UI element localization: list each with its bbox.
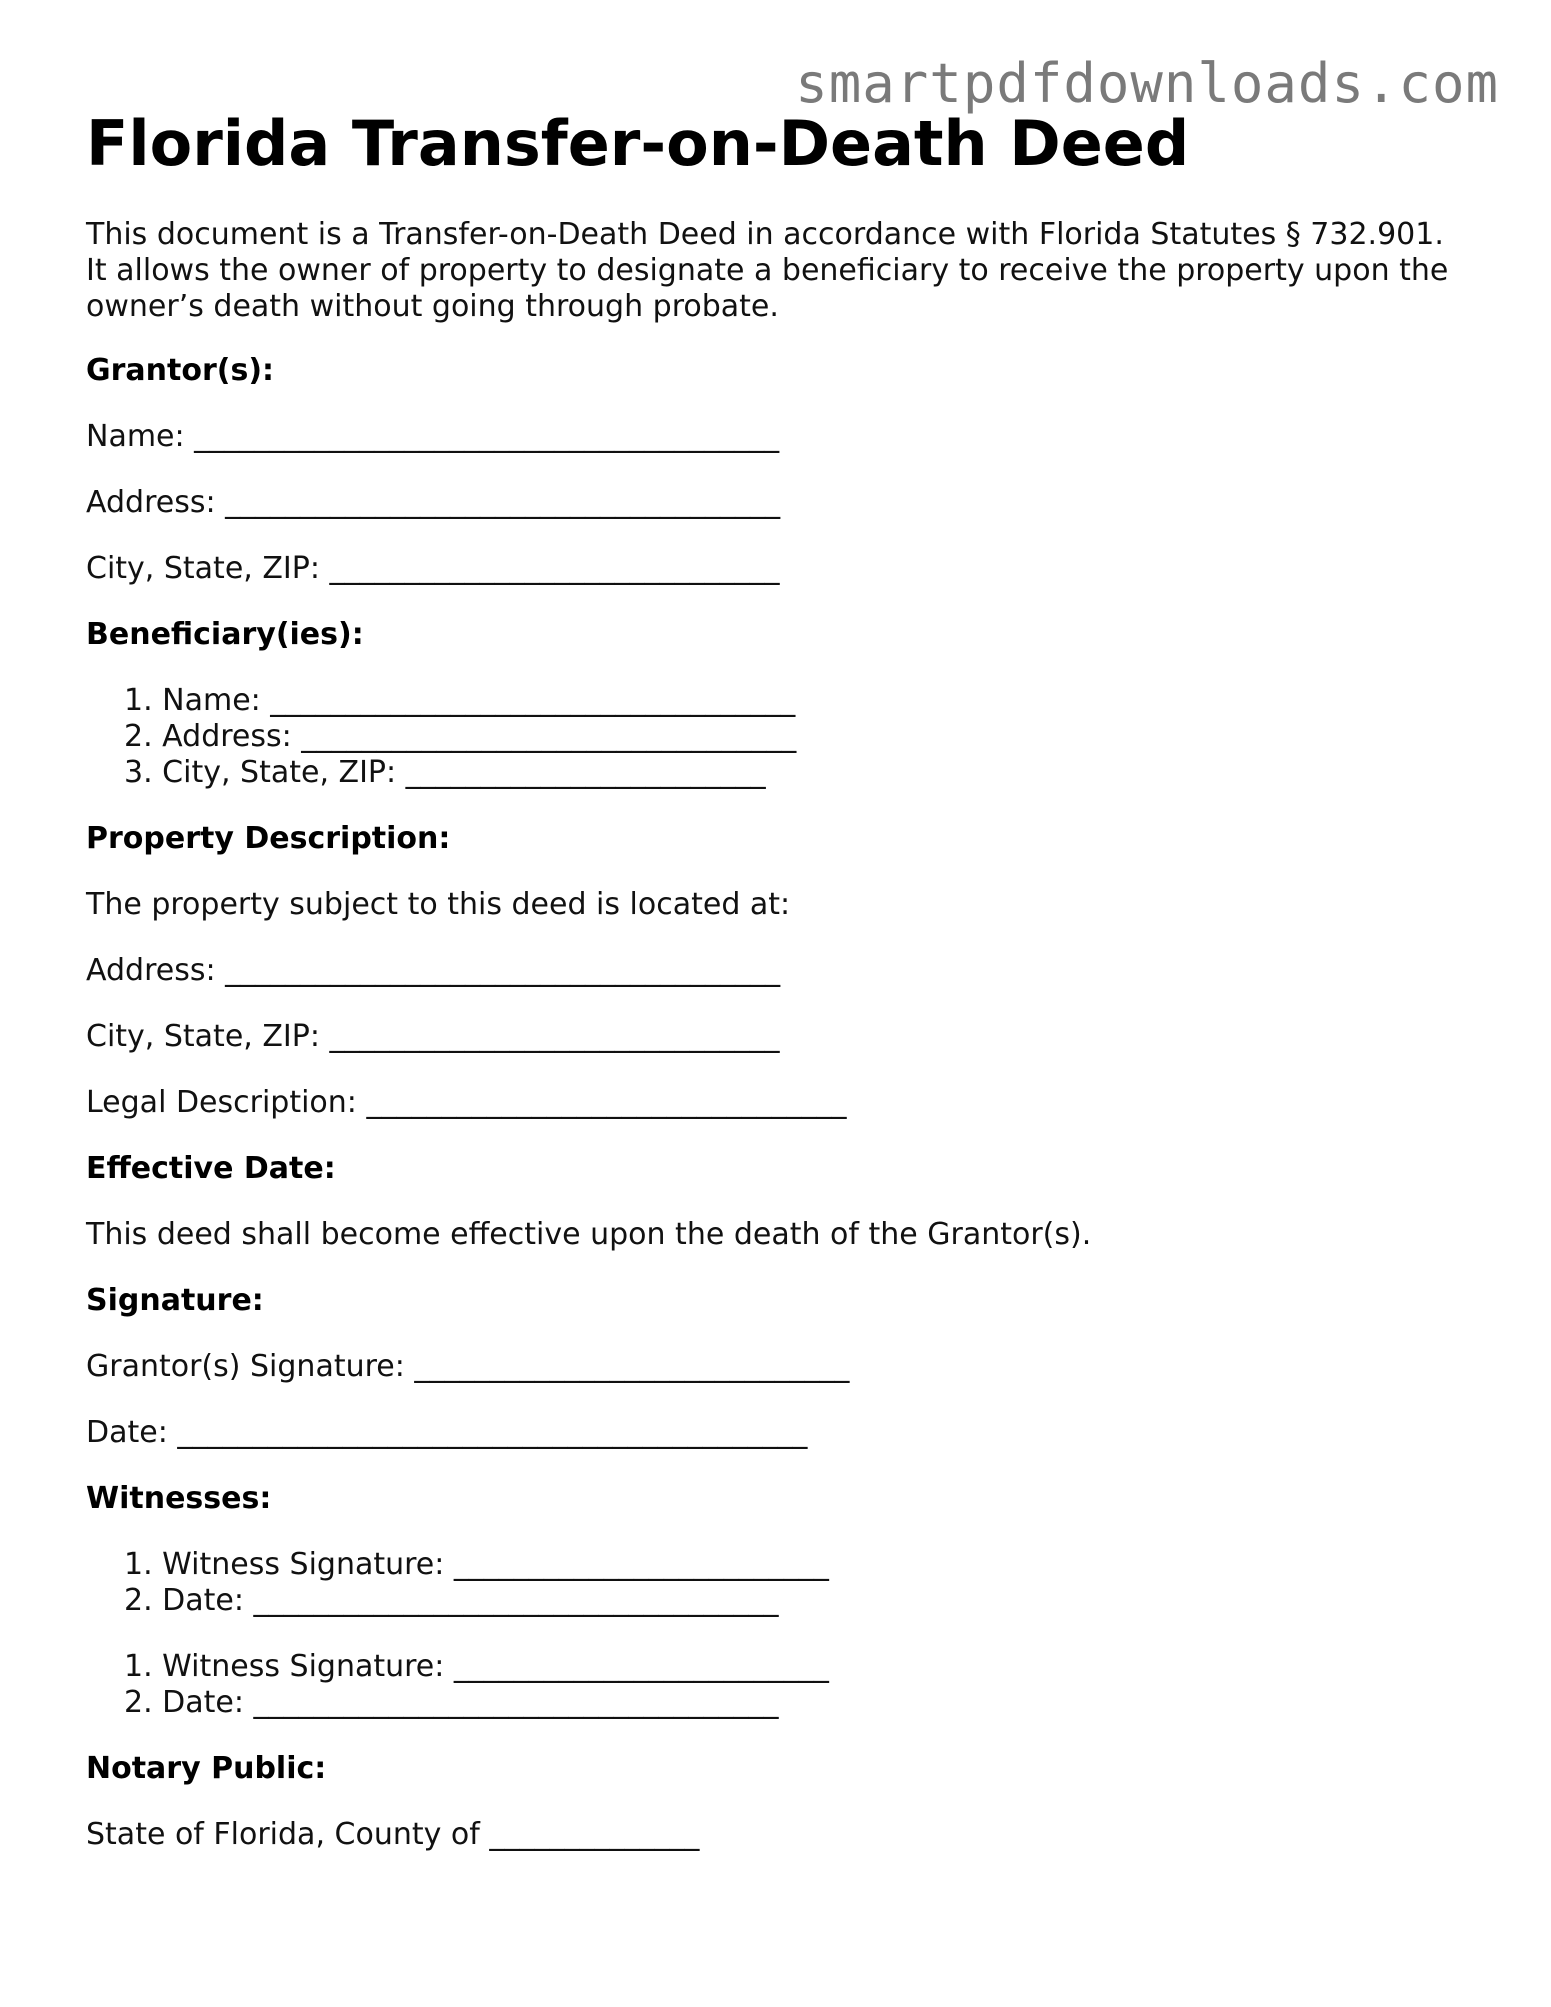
grantor-signature-field[interactable]: Grantor(s) Signature: _____________________________ — [86, 1349, 850, 1385]
witness2-date-field[interactable]: 2. Date: ___________________________________ — [124, 1685, 779, 1721]
watermark: smartpdfdownloads.com — [795, 52, 1499, 115]
effective-section — [86, 1151, 1466, 1253]
witness-list-2 — [86, 1649, 1466, 1721]
effective-heading: Effective Date: — [86, 1151, 336, 1187]
intro-paragraph: This document is a Transfer-on-Death Deed in accordance with Florida Statutes § 732.901. It allows the owner of property to designate a beneficiary to receive the property upon the owner’s death without going through probate. — [86, 217, 1449, 325]
witnesses-heading: Witnesses: — [86, 1481, 272, 1517]
beneficiary-section — [86, 617, 1466, 791]
document-title: Florida Transfer-on-Death Deed — [86, 107, 1190, 180]
grantor-section — [86, 353, 1466, 587]
signature-section — [86, 1283, 1466, 1451]
grantor-heading: Grantor(s): — [86, 353, 275, 389]
property-heading: Property Description: — [86, 821, 451, 857]
beneficiary-heading: Beneficiary(ies): — [86, 617, 364, 653]
beneficiary-list — [86, 683, 1466, 791]
property-section — [86, 821, 1466, 1121]
grantor-name-field[interactable]: Name: _______________________________________ — [86, 419, 780, 455]
beneficiary-name-field[interactable]: 1. Name: ___________________________________ — [124, 683, 796, 719]
effective-text: This deed shall become effective upon the death of the Grantor(s). — [86, 1217, 1092, 1253]
property-intro-text: The property subject to this deed is located at: — [86, 887, 791, 923]
signature-date-field[interactable]: Date: __________________________________________ — [86, 1415, 808, 1451]
witness1-date-field[interactable]: 2. Date: ___________________________________ — [124, 1583, 779, 1619]
property-city-field[interactable]: City, State, ZIP: ______________________________ — [86, 1019, 780, 1055]
grantor-address-field[interactable]: Address: _____________________________________ — [86, 485, 781, 521]
witness-list-1 — [86, 1547, 1466, 1619]
beneficiary-address-field[interactable]: 2. Address: _________________________________ — [124, 719, 797, 755]
witnesses-section — [86, 1481, 1466, 1721]
notary-section — [86, 1751, 1466, 1853]
beneficiary-city-field[interactable]: 3. City, State, ZIP: ________________________ — [124, 755, 766, 791]
witness2-signature-field[interactable]: 1. Witness Signature: _________________________ — [124, 1649, 829, 1685]
property-legal-field[interactable]: Legal Description: ________________________________ — [86, 1085, 847, 1121]
grantor-city-field[interactable]: City, State, ZIP: ______________________________ — [86, 551, 780, 587]
document-page — [86, 108, 1466, 1883]
witness1-signature-field[interactable]: 1. Witness Signature: _________________________ — [124, 1547, 829, 1583]
notary-heading: Notary Public: — [86, 1751, 327, 1787]
property-address-field[interactable]: Address: _____________________________________ — [86, 953, 781, 989]
notary-county-field[interactable]: State of Florida, County of ______________ — [86, 1817, 700, 1853]
signature-heading: Signature: — [86, 1283, 264, 1319]
